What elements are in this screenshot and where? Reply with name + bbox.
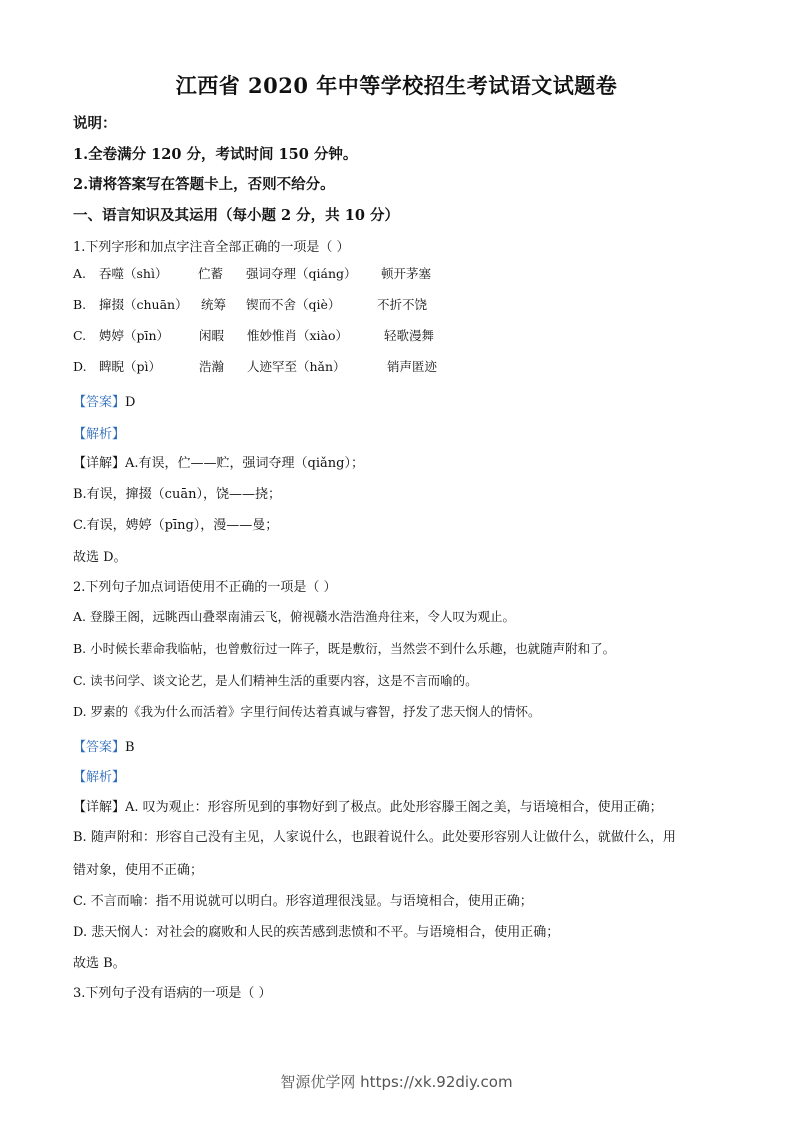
answer-value: B (125, 740, 135, 755)
option-part: 撺掇（chuān） (99, 297, 188, 312)
option-part: 伫蓄 (198, 266, 224, 281)
option-part: 统筹 (201, 297, 227, 312)
option-letter: A. (73, 266, 87, 281)
question-2-option-b: B. 小时候长辈命我临帖，也曾敷衍过一阵子，既是敷衍，当然尝不到什么乐趣，也就随声附和了。 (73, 641, 616, 656)
question-1-answer (73, 391, 135, 410)
option-part: 吞噬（shì） (99, 266, 168, 281)
option-letter: D. (73, 359, 87, 374)
option-part: 强词夺理（qiáng） (246, 266, 357, 281)
option-part: 人迹罕至（hǎn） (247, 359, 346, 374)
option-part: 闲暇 (199, 328, 225, 343)
option-part: 浩瀚 (199, 359, 225, 374)
question-1-option-d (73, 357, 437, 375)
question-2-detail-4: C. 不言而喻：指不用说就可以明白。形容道理很浅显。与语境相合，使用正确； (73, 894, 533, 909)
section-heading: 一、语言知识及其运用（每小题 2 分，共 10 分） (73, 207, 399, 224)
option-letter: B. (73, 297, 87, 312)
footer-watermark: 智源优学网 https://xk.92diy.com (280, 1073, 513, 1091)
option-part: 睥睨（pì） (99, 359, 161, 374)
intro-label: 说明： (73, 115, 117, 132)
question-2-option-d: D. 罗素的《我为什么而活着》字里行间传达着真诚与睿智，抒发了悲天悯人的情怀。 (73, 704, 541, 719)
question-1-detail-2: B.有误，撺掇（cuān），饶——挠； (73, 487, 281, 502)
question-1-detail-1: 【详解】A.有误，伫——贮，强词夺理（qiǎng）； (73, 456, 364, 471)
question-2-detail-3: 错对象，使用不正确； (73, 863, 204, 878)
question-1-stem: 1.下列字形和加点字注音全部正确的一项是（ ） (73, 240, 350, 255)
option-part: 锲而不舍（qiè） (246, 297, 341, 312)
question-1-option-c (73, 326, 434, 344)
question-2-detail-5: D. 悲天悯人：对社会的腐败和人民的疾苦感到悲愤和不平。与语境相合，使用正确； (73, 925, 560, 940)
question-3-stem: 3.下列句子没有语病的一项是（ ） (73, 986, 272, 1001)
intro-note-1: 1.全卷满分 120 分，考试时间 150 分钟。 (73, 146, 358, 163)
question-1-option-b (73, 295, 427, 313)
option-part: 不折不饶 (377, 297, 428, 312)
answer-tag: 【答案】 (73, 395, 126, 410)
option-letter: C. (73, 328, 87, 343)
page-title: 江西省 2020 年中等学校招生考试语文试题卷 (175, 73, 618, 98)
question-1-detail-3: C.有误，娉婷（pīng），漫——曼； (73, 518, 279, 533)
option-part: 娉婷（pīn） (99, 328, 170, 343)
answer-tag: 【答案】 (73, 740, 126, 755)
question-2-detail-2: B. 随声附和：形容自己没有主见，人家说什么，也跟着说什么。此处要形容别人让做什么，就做什么，用 (73, 830, 676, 845)
question-2-option-a: A. 登滕王阁，远眺西山叠翠南浦云飞，俯视赣水浩浩渔舟往来，令人叹为观止。 (73, 609, 515, 624)
intro-note-2: 2.请将答案写在答题卡上，否则不给分。 (73, 176, 335, 193)
answer-value: D (125, 395, 136, 410)
question-2-detail-6: 故选 B。 (73, 956, 126, 971)
question-1-option-a (73, 264, 431, 282)
question-1-detail-4: 故选 D。 (73, 550, 127, 565)
question-2-detail-1: 【详解】A. 叹为观止：形容所见到的事物好到了极点。此处形容滕王阁之美，与语境相合，使用正确； (73, 800, 663, 815)
option-part: 惟妙惟肖（xiào） (247, 328, 349, 343)
question-2-analysis-tag: 【解析】 (73, 770, 126, 785)
question-2-stem: 2.下列句子加点词语使用不正确的一项是（ ） (73, 580, 337, 595)
question-2-option-c: C. 读书问学、谈文论艺，是人们精神生活的重要内容，这是不言而喻的。 (73, 673, 478, 688)
question-2-answer (73, 736, 135, 755)
option-part: 顿开茅塞 (381, 266, 432, 281)
option-part: 轻歌漫舞 (384, 328, 435, 343)
question-1-analysis-tag: 【解析】 (73, 427, 126, 442)
option-part: 销声匿迹 (387, 359, 438, 374)
